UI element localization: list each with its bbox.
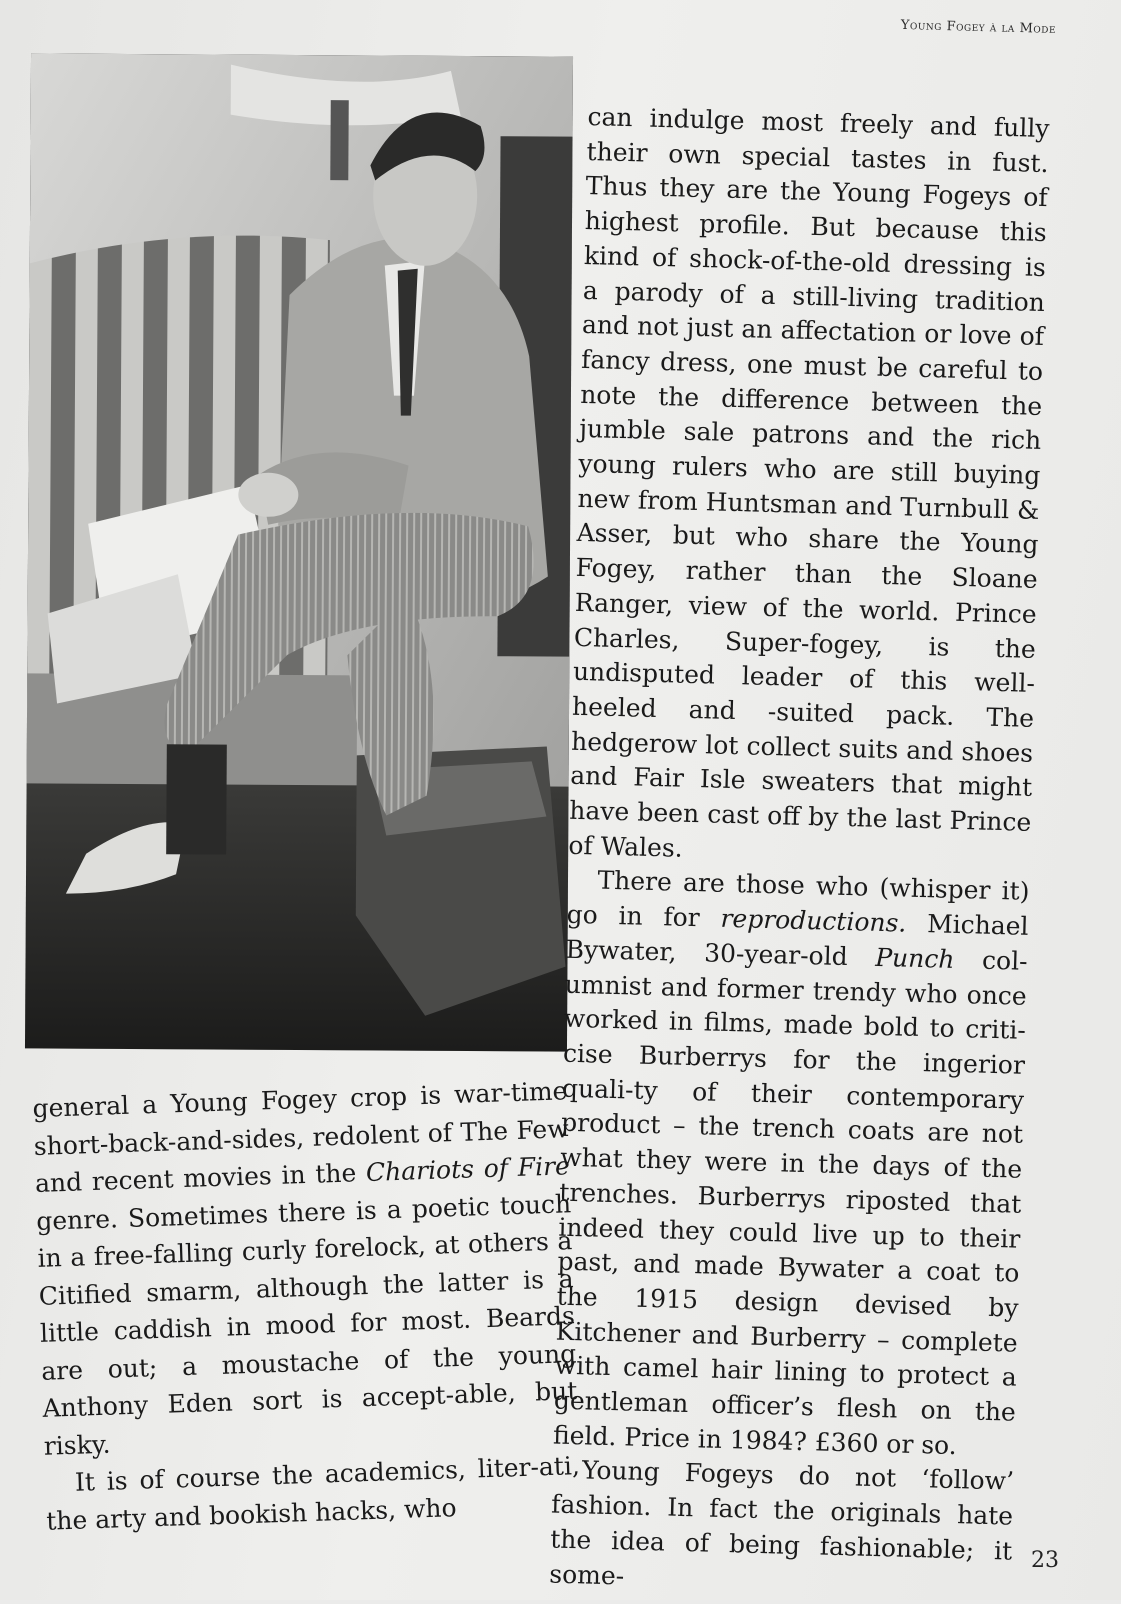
paragraph: general a Young Fogey crop is war-time short-back-and-sides, redolent of The Few and recent movies in the Chariots of Fire genre. Sometimes there is a poetic touch in a free-falling curly forelock, at others a Citified smarm, although the latter is a little caddish in mood for most. Beards are out; a moustache of the young Anthony Eden sort is accept-able, but risky. bbox=[32, 1076, 578, 1461]
text-column-right bbox=[549, 100, 1050, 1604]
page-number: 23 bbox=[1031, 1548, 1059, 1573]
paragraph: There are those who (whisper it) go in for reproductions. Michael Bywater, 30-year-old Punch col-umnist and former trendy who once worked in films, made bold to criti-cise Burberrys for the ingerior quali-ty of their contemporary product – the trench coats are not what they were in the days of the trenches. Burberrys riposted that indeed they could live up to their past, and made Bywater a coat to the 1915 design devised by Kitchener and Burberry – complete with camel hair lining to protect a gentleman officer’s flesh on the field. Price in 1984? £360 or so. bbox=[552, 865, 1030, 1460]
paragraph: It is of course the academics, liter-ati, the arty and bookish hacks, who bbox=[45, 1451, 581, 1536]
running-head: Young Fogey à la Mode bbox=[900, 17, 1056, 37]
text-column-left bbox=[32, 1072, 582, 1539]
photograph bbox=[25, 53, 573, 1051]
paragraph: can indulge most freely and fully their own special tastes in fust. Thus they are the Young Fogeys of highest profile. But because this kind of shock-of-the-old dressing is a parody of a still-living tradition and not just an affectation or love of fancy dress, one must be careful to note the difference between the jumble sale patrons and the rich young rulers who are still buying new from Huntsman and Turnbull & Asser, but who share the Young Fogey, rather than the Sloane Ranger, view of the world. Prince Charles, Super-fogey, is the undisputed leader of this well-heeled and -suited pack. The hedgerow lot collect suits and shoes and Fair Isle sweaters that might have been cast off by the last Prince of Wales. bbox=[568, 101, 1050, 863]
paragraph: Young Fogeys do not ‘follow’ fashion. In fact the originals hate the idea of being fashionable; it some- bbox=[549, 1455, 1015, 1590]
